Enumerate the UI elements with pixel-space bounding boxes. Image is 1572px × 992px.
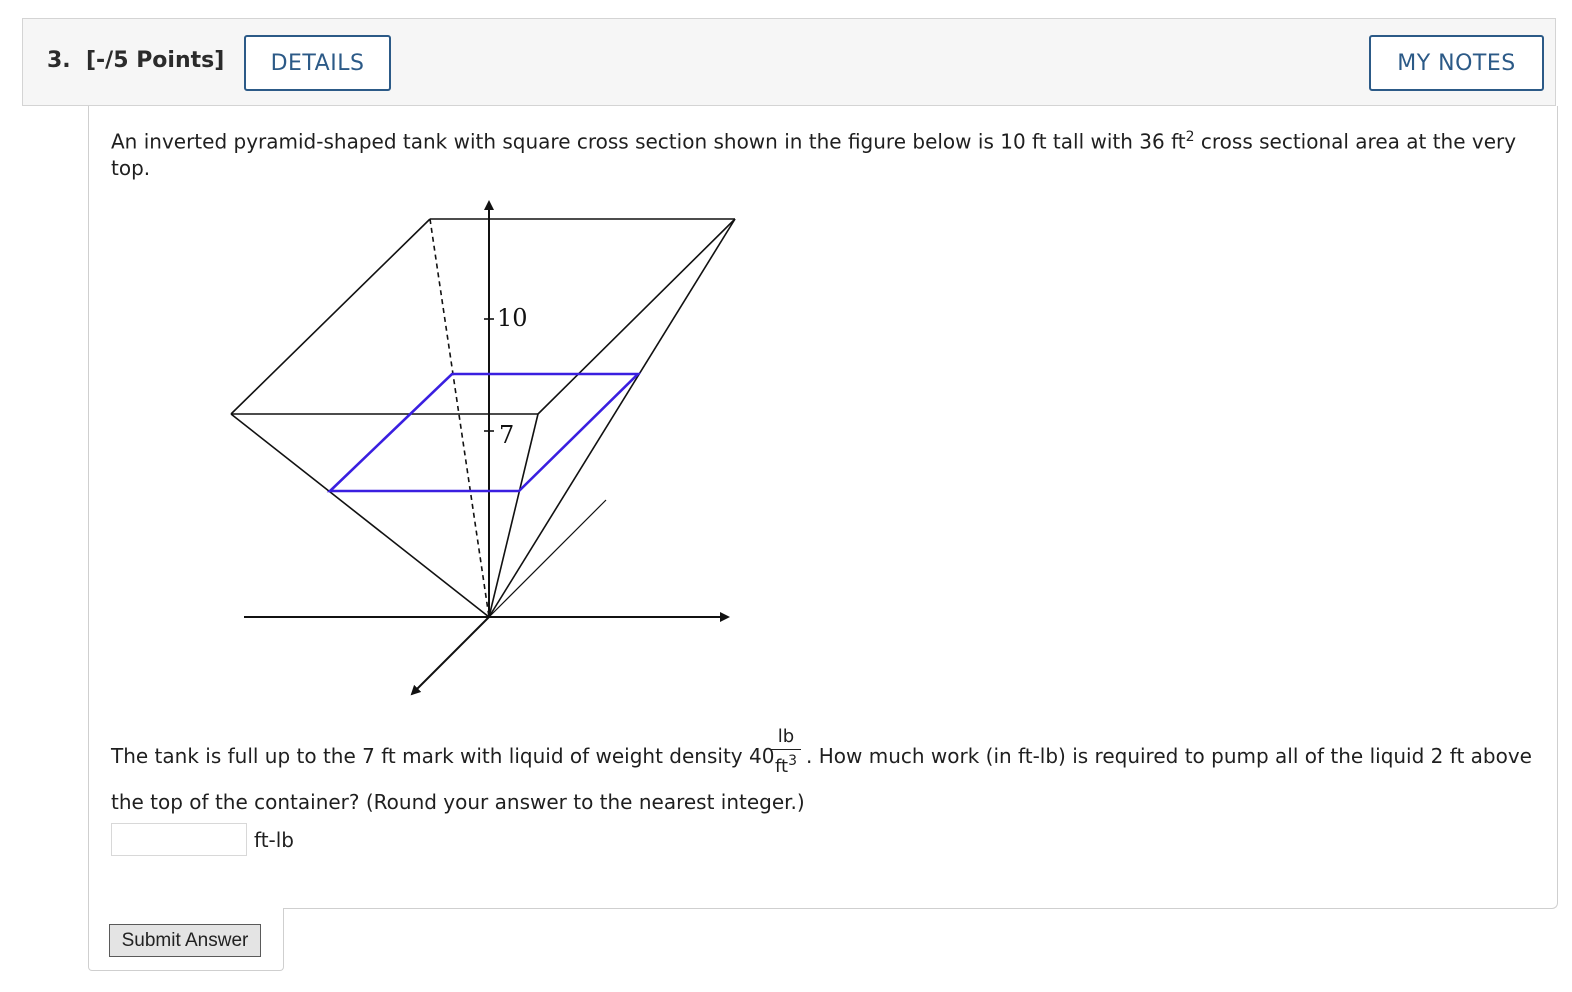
unit-denominator [771, 750, 801, 777]
depth-axis-front [412, 617, 489, 694]
submit-answer-button[interactable]: Submit Answer [109, 924, 261, 957]
edge-back-left-hidden [430, 219, 489, 617]
unit-denominator-exponent: 3 [788, 753, 797, 769]
answer-input[interactable] [111, 823, 247, 856]
top-edge-left [231, 219, 430, 414]
my-notes-button[interactable]: MY NOTES [1369, 35, 1544, 91]
details-button[interactable]: DETAILS [244, 35, 391, 91]
label-10: 10 [497, 304, 528, 332]
liquid-level-square [330, 374, 638, 491]
problem-text-2: . How much work (in ft-lb) is required to pump all of the liquid 2 ft above [806, 744, 1532, 768]
unit-numerator: lb [771, 727, 801, 750]
density-unit-fraction [771, 727, 801, 777]
problem-text-3: the top of the container? (Round your answer to the nearest integer.) [111, 790, 805, 814]
question-number-value: 3. [47, 48, 71, 73]
edge-front-left [231, 414, 489, 617]
depth-axis-back [489, 500, 606, 617]
answer-unit: ft-lb [254, 828, 294, 852]
intro-text-2: cross sectional area at the very top. [111, 129, 1517, 180]
edge-back-right [489, 219, 735, 617]
unit-denominator-base: ft [775, 756, 789, 777]
label-7: 7 [499, 421, 515, 449]
problem-text-1: The tank is full up to the 7 ft mark with liquid of weight density 40 [111, 744, 775, 768]
question-points: [-/5 Points] [86, 48, 225, 73]
intro-text-1: An inverted pyramid-shaped tank with square cross section shown in the figure below is 10 ft tall with 36 ft [111, 129, 1186, 154]
intro-exponent: 2 [1185, 129, 1195, 145]
top-edge-right [538, 219, 735, 414]
